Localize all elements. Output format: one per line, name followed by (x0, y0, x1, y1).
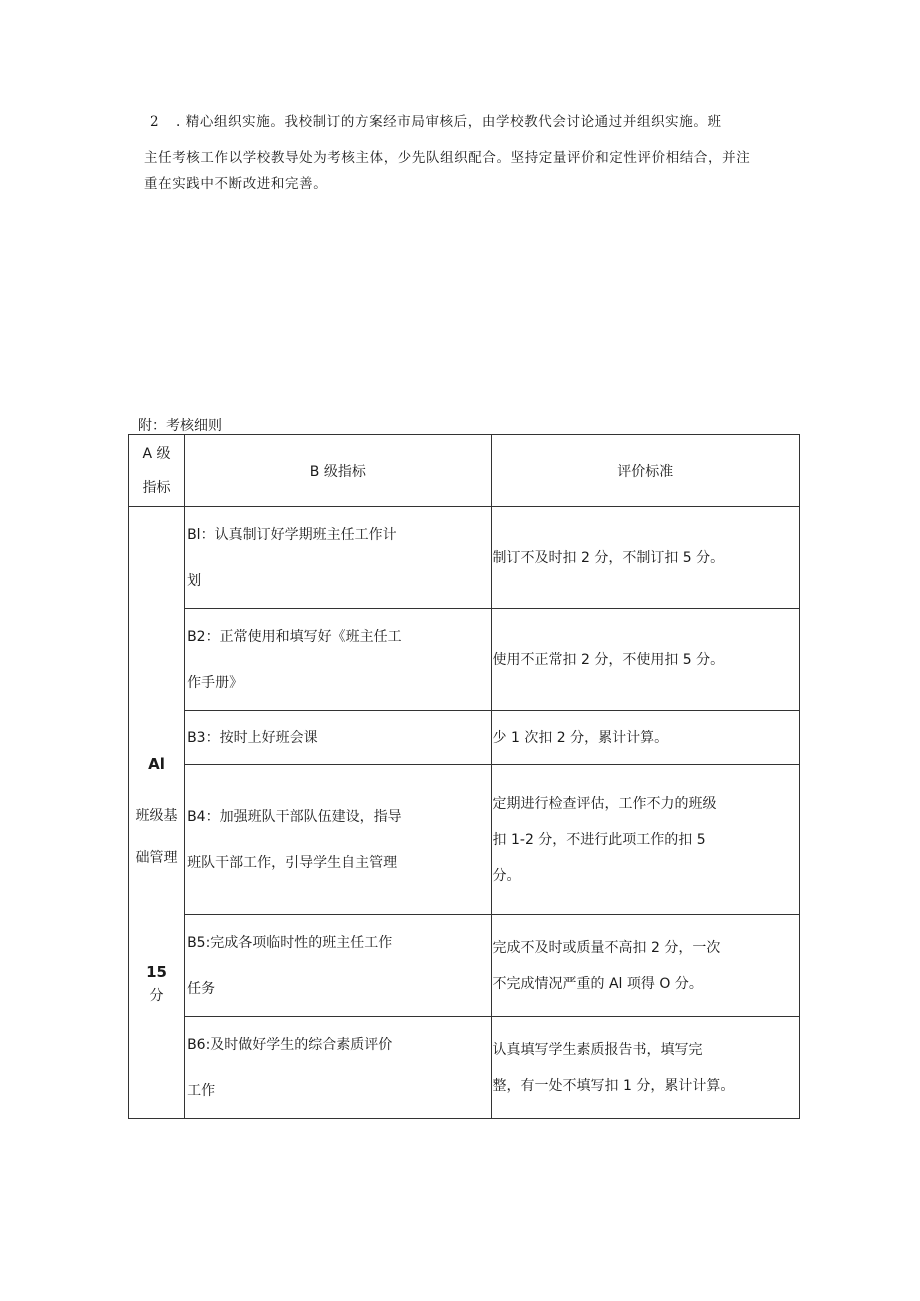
a-indicator-name-1: 班级基 (135, 807, 178, 824)
b-indicator-line-1: B3：按时上好班会课 (187, 729, 318, 746)
b-indicator-line-1: Bl：认真制订好学期班主任工作计 (187, 526, 397, 543)
criteria-cell (491, 711, 799, 765)
header-b-level: B 级指标 (185, 435, 491, 507)
b-indicator-line-2: 作手册》 (187, 674, 244, 691)
b-indicator-line-1: B6:及时做好学生的综合素质评价 (187, 1036, 393, 1053)
header-a-level (129, 435, 185, 507)
table-row (129, 711, 800, 765)
criteria-cell (491, 915, 799, 1017)
table-row (129, 507, 800, 609)
criteria-line: 扣 1-2 分，不进行此项工作的扣 5 (492, 831, 706, 848)
criteria-line: 定期进行检查评估，工作不力的班级 (492, 795, 717, 812)
item-number: 2 (150, 114, 160, 130)
b-indicator-cell (185, 507, 491, 609)
criteria-cell (491, 1017, 799, 1119)
b-indicator-cell (185, 915, 491, 1017)
intro-paragraph-continuation (144, 145, 824, 197)
criteria-cell (491, 765, 799, 915)
b-indicator-cell (185, 1017, 491, 1119)
b-indicator-line-2: 班队干部工作，引导学生自主管理 (187, 854, 398, 871)
intro-line-2: 主任考核工作以学校教导处为考核主体，少先队组织配合。坚持定量评价和定性评价相结合，并注 (144, 150, 751, 166)
criteria-line: 制订不及时扣 2 分，不制订扣 5 分。 (492, 549, 725, 566)
header-a-line-2: 指标 (142, 479, 171, 496)
criteria-line: 认真填写学生素质报告书，填写完 (492, 1041, 703, 1058)
assessment-table (128, 434, 800, 1119)
intro-line-3: 重在实践中不断改进和完善。 (144, 176, 328, 192)
criteria-line: 少 1 次扣 2 分，累计计算。 (492, 729, 669, 746)
a-indicator-code: Al (148, 754, 165, 773)
header-criteria: 评价标准 (491, 435, 799, 507)
criteria-line: 不完成情况严重的 Al 项得 O 分。 (492, 975, 703, 992)
b-indicator-cell (185, 711, 491, 765)
a-indicator-score-unit: 分 (149, 987, 164, 1004)
b-indicator-line-2: 划 (187, 572, 202, 589)
b-indicator-cell (185, 765, 491, 915)
a-indicator-cell (129, 507, 185, 1119)
b-indicator-line-1: B5:完成各项临时性的班主任工作 (187, 934, 393, 951)
b-indicator-line-1: B2：正常使用和填写好《班主任工 (187, 628, 402, 645)
header-a-line-1: A 级 (142, 445, 171, 462)
criteria-cell (491, 609, 799, 711)
table-caption: 附：考核细则 (138, 418, 222, 434)
criteria-line: 使用不正常扣 2 分，不使用扣 5 分。 (492, 651, 725, 668)
b-indicator-line-2: 工作 (187, 1082, 216, 1099)
criteria-line: 整，有一处不填写扣 1 分，累计计算。 (492, 1077, 735, 1094)
a-indicator-name-2: 础管理 (135, 849, 178, 866)
b-indicator-line-1: B4：加强班队干部队伍建设，指导 (187, 808, 402, 825)
intro-paragraph-first-line (150, 110, 830, 130)
criteria-cell (491, 507, 799, 609)
table-row (129, 765, 800, 915)
intro-line-1: . 精心组织实施。我校制订的方案经市局审核后，由学校教代会讨论通过并组织实施。班 (176, 114, 722, 130)
criteria-line: 分。 (492, 867, 521, 884)
table-row (129, 915, 800, 1017)
table-header-row (129, 435, 800, 507)
table-row (129, 609, 800, 711)
table-row (129, 1017, 800, 1119)
criteria-line: 完成不及时或质量不高扣 2 分，一次 (492, 939, 721, 956)
b-indicator-cell (185, 609, 491, 711)
b-indicator-line-2: 任务 (187, 980, 216, 997)
a-indicator-score: 15 (146, 962, 167, 981)
